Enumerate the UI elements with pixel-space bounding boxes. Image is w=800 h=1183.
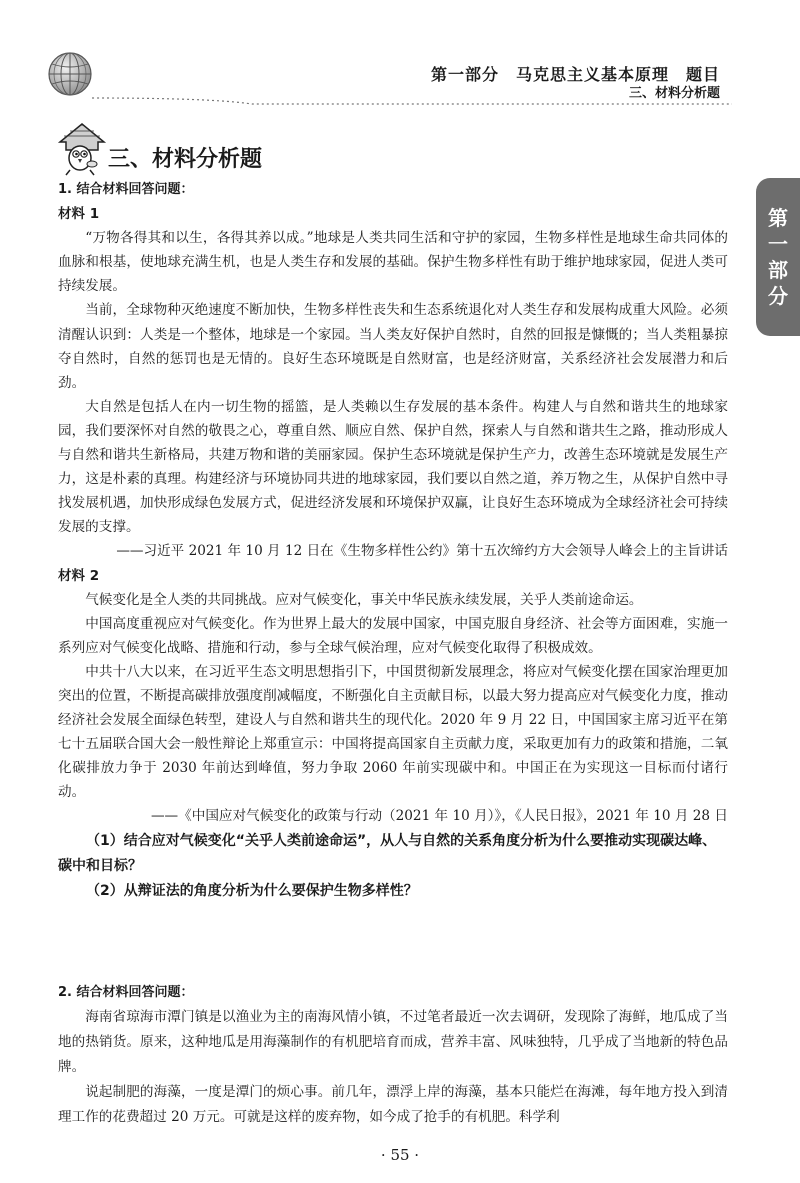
part-side-tab [756,178,800,336]
material-2-label: 材料 2 [58,567,100,584]
side-tab-char: 部 [768,258,788,282]
section-title: 三、材料分析题 [108,147,263,172]
subquestion-1: （1）结合应对气候变化“关乎人类前途命运”，从人与自然的关系角度分析为什么要推动实现碳达峰、碳中和目标？ [58,832,717,874]
question-2-paragraph: 海南省琼海市潭门镇是以渔业为主的南海风情小镇，不过笔者最近一次去调研，发现除了海鲜，地瓜成了当地的热销货。原来，这种地瓜是用海藻制作的有机肥培育而成，营养丰富、风味独特，几乎成了当地新的特色品牌。 [58,1009,728,1075]
material-1-paragraph: 大自然是包括人在内一切生物的摇篮，是人类赖以生存发展的基本条件。构建人与自然和谐共生的地球家园，我们要深怀对自然的敬畏之心，尊重自然、顺应自然、保护自然，探索人与自然和谐共生之路，推动形成人与自然和谐共生新格局，共建万物和谐的美丽家园。保护生态环境就是保护生产力，改善生态环境就是发展生产力，这是朴素的真理。构建经济与环境协同共进的地球家园，我们要以自然之道，养万物之生，从保护自然中寻找发展机遇，加快形成绿色发展方式，促进经济发展和环境保护双赢，让良好生态环境成为全球经济社会可持续发展的支撑。 [58,398,728,536]
subquestion-2: （2）从辩证法的角度分析为什么要保护生物多样性？ [86,882,418,899]
material-1-label: 材料 1 [58,206,100,223]
question-1 [58,178,728,904]
running-header-subtitle: 三、材料分析题 [628,86,720,101]
globe-icon [46,50,94,98]
bird-mascot-icon [56,120,108,176]
side-tab-char: 一 [768,232,788,256]
side-tab-char: 分 [768,284,788,308]
material-2-paragraph: 中共十八大以来，在习近平生态文明思想指引下，中国贯彻新发展理念，将应对气候变化摆在国家治理更加突出的位置，不断提高碳排放强度削减幅度，不断强化自主贡献目标，以最大努力提高应对气候变化力度，推动经济社会发展全面绿色转型，建设人与自然和谐共生的现代化。2020 年 9 月 22 日，中国国家主席习近平在第七十五届联合国大会一般性辩论上郑重宣示：中国将提高国家自主贡献力度，采取更加有力的政策和措施，二氧化碳排放力争于 2030 年前达到峰值，努力争取 2060 年前实现碳中和。中国正在为实现这一目标而付诸行动。 [58,663,728,801]
material-1-source: ——习近平 2021 年 10 月 12 日在《生物多样性公约》第十五次缔约方大会领导人峰会上的主旨讲话 [116,543,728,560]
side-tab-char: 第 [768,206,788,230]
question-2-paragraph: 说起制肥的海藻，一度是潭门的烦心事。前几年，漂浮上岸的海藻，基本只能烂在海滩，每年地方投入到清理工作的花费超过 20 万元。可就是这样的废弃物，如今成了抢手的有机肥。科学利 [58,1084,728,1125]
material-2-paragraph: 中国高度重视应对气候变化。作为世界上最大的发展中国家，中国克服自身经济、社会等方面困难，实施一系列应对气候变化战略、措施和行动，参与全球气候治理，应对气候变化取得了积极成效。 [58,615,728,656]
question-2-heading: 2. 结合材料回答问题： [58,985,194,1000]
running-header-title: 第一部分 马克思主义基本原理 题目 [430,65,720,84]
question-2 [58,980,728,1130]
question-1-heading: 1. 结合材料回答问题： [58,182,194,197]
material-1-paragraph: “万物各得其和以生，各得其养以成。”地球是人类共同生活和守护的家园，生物多样性是地球生命共同体的血脉和根基，使地球充满生机，也是人类生存和发展的基础。保护生物多样性有助于维护地球家园，促进人类可持续发展。 [58,230,728,295]
material-1-paragraph: 当前，全球物种灭绝速度不断加快，生物多样性丧失和生态系统退化对人类生存和发展构成重大风险。必须清醒认识到：人类是一个整体，地球是一个家园。当人类友好保护自然时，自然的回报是慷慨的；当人类粗暴掠夺自然时，自然的惩罚也是无情的。良好生态环境既是自然财富，也是经济财富，关系经济社会发展潜力和后劲。 [58,302,728,391]
material-2-paragraph: 气候变化是全人类的共同挑战。应对气候变化，事关中华民族永续发展，关乎人类前途命运。 [85,591,643,608]
page-number: · 55 · [380,1146,420,1164]
material-2-source: ——《中国应对气候变化的政策与行动（2021 年 10 月）》，《人民日报》，2021 年 10 月 28 日 [150,808,728,825]
